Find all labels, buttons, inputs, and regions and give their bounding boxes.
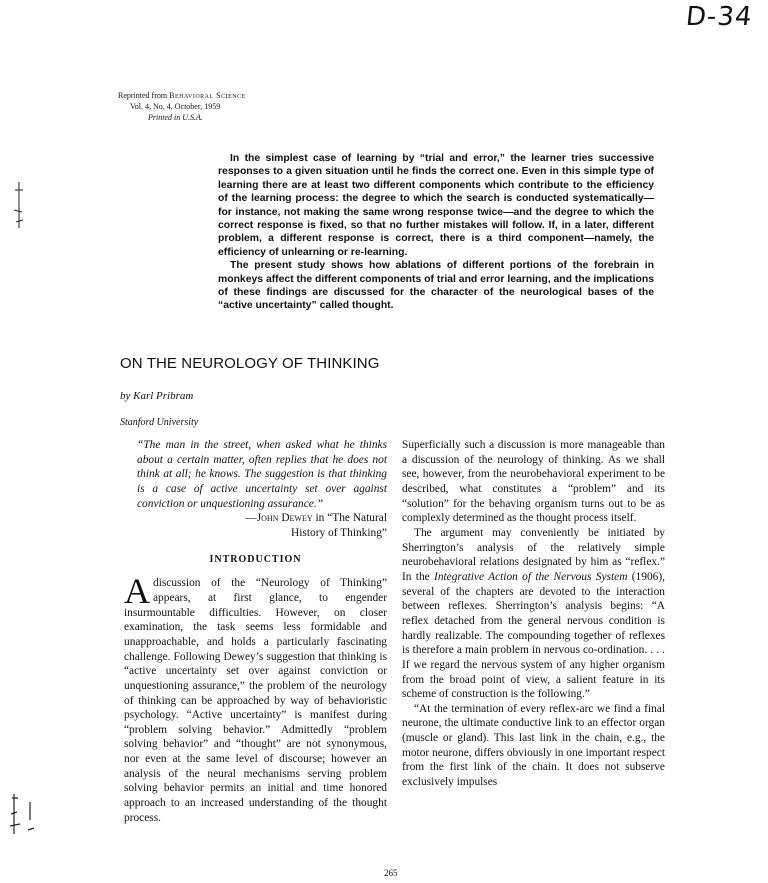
reprint-prefix: Reprinted from	[118, 91, 168, 100]
epigraph-author: —John Dewey	[245, 512, 313, 525]
right-paragraph-1: Superficially such a discussion is more manageable than a discussion of the neurology of thinking. As we shall see, however, from the neurobehavioral experiment to be described, what constitutes a “problem” and its “solution” for the behaving organism turns out to be as complexly determined as the thought process itself.	[402, 439, 665, 525]
epigraph-source-1: in “The Natural	[315, 512, 387, 525]
journal-name: Behavioral Science	[169, 91, 246, 100]
right-paragraph-2-start: The argument may conveniently be initiated by Sherrington’s analysis of the relatively simple neurobehavioral relations designated by him as “reflex.” In the	[402, 526, 665, 583]
page-number: 265	[384, 868, 398, 878]
left-column	[124, 438, 387, 825]
drop-cap: A	[124, 571, 150, 612]
right-paragraph-2-end: (1906), several of the chapters are devoted to the interaction between reflexes. Sherrington’s analysis begins: “A reflex detached from the general nervous condition is hardly realizable. The compounding together of reflexes is therefore a main problem in nervous co-ordination. . . . If we regard the nervous system of any higher organism from the broad point of view, a salient feature in its scheme of construction is the following.”	[402, 570, 665, 701]
book-title: Integrative Action of the Nervous System	[434, 570, 628, 583]
abstract	[218, 152, 654, 313]
abstract-paragraph-1: In the simplest case of learning by “trial and error,” the learner tries successive responses to a given situation until he finds the correct one. Even in this simple type of learning there are at least two different components which contribute to the efficiency of the learning process: the degree to which the search is conducted systematically—for instance, not making the same wrong response twice—and the degree to which the correct response is fixed, so that no further mistakes will follow. If, in a later, different problem, a different response is correct, there is a third component—namely, the efficiency of unlearning or re-learning.	[218, 153, 654, 258]
affiliation: Stanford University	[120, 417, 199, 428]
right-paragraph-2	[402, 526, 665, 702]
margin-mark-upper	[12, 180, 26, 230]
right-paragraph-3: “At the termination of every reflex-arc we find a final neurone, the ultimate conductive link to an effector organ (muscle or gland). This last link in the chain, e.g., the motor neurone, differs obviously in one important respect from the first link of the chain. It does not subserve exclusively impulses	[402, 702, 665, 789]
abstract-paragraph-2: The present study shows how ablations of different portions of the forebrain in monkeys affect the different components of trial and error learning, and the implications of these findings are discussed for the character of the neurological bases of the “active uncertainty” called thought.	[218, 260, 654, 312]
reprint-notice	[118, 90, 246, 123]
article-title: ON THE NEUROLOGY OF THINKING	[120, 355, 380, 372]
section-heading-introduction: INTRODUCTION	[209, 553, 302, 565]
right-column	[402, 438, 665, 790]
reprint-line-1	[118, 90, 246, 101]
handwritten-label: D-34	[684, 2, 755, 32]
intro-paragraph-1	[124, 571, 387, 825]
epigraph-source-2: History of Thinking”	[291, 526, 387, 539]
margin-mark-lower	[8, 790, 36, 838]
epigraph-attribution	[124, 511, 387, 526]
reprint-line-2: Vol. 4, No. 4, October, 1959	[130, 102, 221, 111]
reprint-line-3: Printed in U.S.A.	[148, 113, 203, 122]
intro-paragraph-1-text: discussion of the “Neurology of Thinking” appears, at first glance, to engender insurmountable difficulties. However, on closer examination, the task seems less formidable and unapproachable, and holds a particularly fascinating challenge. Following Dewey’s suggestion that thinking is “active uncertainty set over against conviction or unquestioning assurance,” the problem of the neurology of thinking can be approached by way of behavioristic psychology. “Active uncertainty” is manifest during “problem solving behavior.” Admittedly “problem solving behavior” and “thought” are not synonymous, nor even at the same level of discourse; however an analysis of the neural mechanisms serving problem solving behavior permits an initial and time honored approach to an increased understanding of the thought process.	[124, 577, 387, 824]
epigraph-quote: “The man in the street, when asked what he thinks about a certain matter, often replies that he does not think at all; he knows. The suggestion is that thinking is a case of active uncertainty set over against conviction or unquestioning assurance.”	[137, 439, 387, 510]
author-line: by Karl Pribram	[120, 390, 194, 402]
